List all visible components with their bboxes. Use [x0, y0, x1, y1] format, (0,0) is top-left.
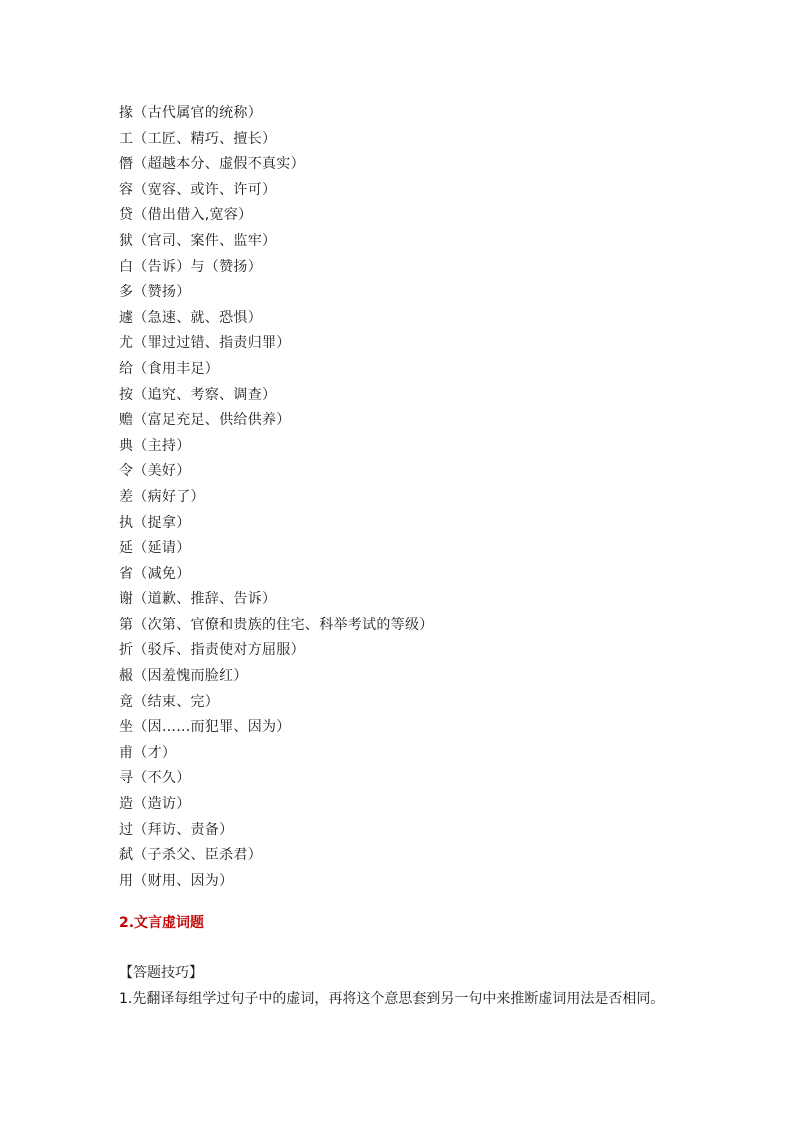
- vocab-entry: 差（病好了）: [119, 488, 205, 505]
- tips-paragraph: 1.先翻译每组学过句子中的虚词，再将这个意思套到另一句中来推断虚词用法是否相同。: [119, 991, 665, 1007]
- vocab-entry: 延（延请）: [119, 540, 191, 557]
- vocab-entry: 竟（结束、完）: [119, 693, 220, 710]
- vocabulary-list: [119, 101, 434, 894]
- vocab-entry: 甫（才）: [119, 744, 177, 761]
- vocab-entry: 坐（因……而犯罪、因为）: [119, 719, 291, 736]
- vocab-entry: 白（告诉）与（赞扬）: [119, 258, 262, 275]
- vocab-entry: 容（宽容、或许、许可）: [119, 181, 277, 198]
- vocab-entry: 典（主持）: [119, 437, 191, 454]
- vocab-entry: 弑（子杀父、臣杀君）: [119, 847, 262, 864]
- vocab-entry: 狱（官司、案件、监牢）: [119, 232, 277, 249]
- vocab-entry: 寻（不久）: [119, 770, 191, 787]
- vocab-entry: 令（美好）: [119, 463, 191, 480]
- vocab-entry: 执（捉拿）: [119, 514, 191, 531]
- vocab-entry: 给（食用丰足）: [119, 360, 220, 377]
- vocab-entry: 按（追究、考察、调查）: [119, 386, 277, 403]
- tips-label: 【答题技巧】: [119, 965, 203, 981]
- vocab-entry: 省（减免）: [119, 565, 191, 582]
- vocab-entry: 过（拜访、责备）: [119, 821, 234, 838]
- vocab-entry: 谢（道歉、推辞、告诉）: [119, 591, 277, 608]
- vocab-entry: 工（工匠、精巧、擅长）: [119, 130, 277, 147]
- vocab-entry: 掾（古代属官的统称）: [119, 105, 262, 121]
- section-heading: 2.文言虚词题: [119, 915, 205, 931]
- vocab-entry: 僭（超越本分、虚假不真实）: [119, 156, 305, 173]
- vocab-entry: 造（造访）: [119, 796, 191, 813]
- vocab-entry: 尤（罪过过错、指责归罪）: [119, 335, 291, 352]
- vocab-entry: 赡（富足充足、供给供养）: [119, 412, 291, 429]
- vocab-entry: 第（次第、官僚和贵族的住宅、科举考试的等级）: [119, 616, 434, 633]
- vocab-entry: 多（赞扬）: [119, 284, 191, 301]
- vocab-entry: 用（财用、因为）: [119, 872, 234, 889]
- vocab-entry: 贷（借出借入,宽容）: [119, 207, 253, 224]
- vocab-entry: 赧（因羞愧而脸红）: [119, 668, 248, 685]
- vocab-entry: 折（驳斥、指责使对方屈服）: [119, 642, 305, 659]
- vocab-entry: 遽（急速、就、恐惧）: [119, 309, 262, 326]
